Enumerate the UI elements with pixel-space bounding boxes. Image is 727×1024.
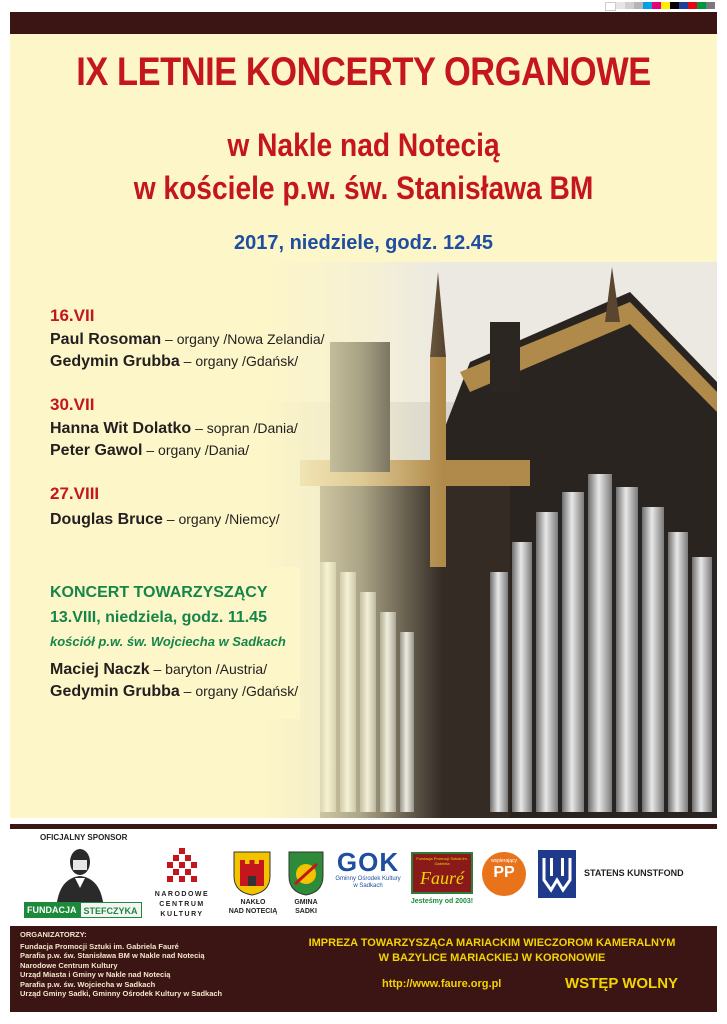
organ-photo [260, 262, 717, 818]
organizer-item: Urząd Gminy Sadki, Gminny Ośrodek Kultury w Sadkach [20, 989, 223, 998]
concert-date: 16.VII [50, 306, 95, 325]
festival-church: w kościele p.w. św. Stanisława BM [133, 170, 594, 206]
naklo-coat-of-arms-icon [232, 850, 272, 896]
fundacja-stefczyka-logo [24, 902, 138, 918]
gok-subtitle: Gminny Ośrodek Kultury w Sadkach [335, 876, 401, 889]
festival-title: IX LETNIE KONCERTY ORGANOWE [76, 50, 651, 94]
top-band [10, 12, 717, 34]
organizer-item: Fundacja Promocji Sztuki im. Gabriela Fauré [20, 941, 179, 951]
performer-role: – organy /Gdańsk/ [179, 353, 299, 369]
performer-role: – organy /Gdańsk/ [179, 683, 299, 699]
organizers-label: ORGANIZATORZY: [20, 930, 87, 939]
website-link[interactable]: http://www.faure.org.pl [382, 978, 502, 990]
companion-date: 13.VIII, niedziela, godz. 11.45 [50, 609, 267, 626]
performer-name: Peter Gawol [50, 442, 143, 459]
performer-role: – baryton /Austria/ [149, 661, 268, 677]
performer-name: Douglas Bruce [50, 511, 163, 528]
organizers-list [20, 930, 222, 999]
performer-name: Paul Rosoman [50, 331, 162, 348]
impreza-line-2: W BAZYLICE MARIACKIEJ W KORONOWIE [378, 952, 606, 964]
gok-logo [334, 848, 402, 900]
companion-title: KONCERT TOWARZYSZĄCY [50, 584, 268, 601]
pp-wordmark: PP [493, 864, 515, 881]
concert-date: 30.VII [50, 395, 95, 414]
organizer-item: Parafia p.w. św. Stanisława BM w Nakle nad Notecią [20, 951, 205, 960]
performer-role: – organy /Dania/ [142, 442, 250, 458]
performer-line [50, 350, 298, 373]
statens-kunstfond-label: STATENS KUNSTFOND [584, 868, 684, 878]
performer-role: – organy /Nowa Zelandia/ [161, 331, 325, 347]
organizer-item: Narodowe Centrum Kultury [20, 960, 118, 970]
festival-dateline: 2017, niedziele, godz. 12.45 [233, 232, 493, 254]
gok-wordmark: GOK [336, 847, 400, 877]
faure-logo [411, 852, 473, 894]
performer-name: Gedymin Grubba [50, 683, 180, 700]
stefczyka-word: STEFCZYKA [80, 902, 142, 918]
performer-line [50, 680, 298, 703]
performer-line [50, 439, 249, 462]
performer-name: Maciej Naczk [50, 661, 150, 678]
performer-line [50, 658, 267, 681]
performer-line [50, 328, 325, 351]
stefczyk-portrait-logo [55, 844, 105, 902]
performer-line [50, 508, 280, 531]
impreza-line-1: IMPREZA TOWARZYSZĄCA MARIACKIM WIECZOROM KAMERALNYM [308, 937, 676, 949]
fundacja-word: FUNDACJA [24, 902, 80, 918]
companion-event-notice [292, 936, 692, 966]
performer-role: – organy /Niemcy/ [162, 511, 280, 527]
naklo-label: NAKŁO NAD NOTECIĄ [228, 899, 278, 915]
official-sponsor-label: OFICJALNY SPONSOR [40, 833, 128, 842]
performer-name: Hanna Wit Dolatko [50, 420, 192, 437]
sponsor-separator [10, 824, 717, 829]
faure-top-text: Fundacja Promocji Sztuki im. Gabriela [416, 856, 468, 866]
organizer-item: Parafia p.w. św. Wojciecha w Sadkach [20, 979, 156, 989]
statens-kunstfond-logo-icon [538, 850, 576, 898]
print-color-bar [605, 2, 715, 11]
sadki-coat-of-arms-icon [287, 850, 325, 896]
nck-logo-icon [166, 848, 198, 884]
free-entry-label: WSTĘP WOLNY [565, 975, 679, 992]
pp-logo [482, 852, 526, 896]
performer-name: Gedymin Grubba [50, 353, 180, 370]
faure-wordmark: Fauré [420, 868, 464, 888]
nck-label: NARODOWE CENTRUM KULTURY [154, 891, 210, 918]
gmina-label: GMINA SADKI [294, 899, 318, 915]
performer-role: – sopran /Dania/ [191, 420, 298, 436]
performer-line [50, 417, 298, 440]
companion-venue: kościół p.w. św. Wojciecha w Sadkach [50, 634, 286, 649]
festival-town: w Nakle nad Notecią [227, 127, 500, 163]
concert-date: 27.VIII [50, 484, 100, 503]
pp-top-text: wspierający [490, 858, 518, 864]
faure-since-label: Jesteśmy od 2003! [410, 898, 474, 905]
organizer-item: Urząd Miasta i Gminy w Nakle nad Notecią [20, 970, 171, 979]
